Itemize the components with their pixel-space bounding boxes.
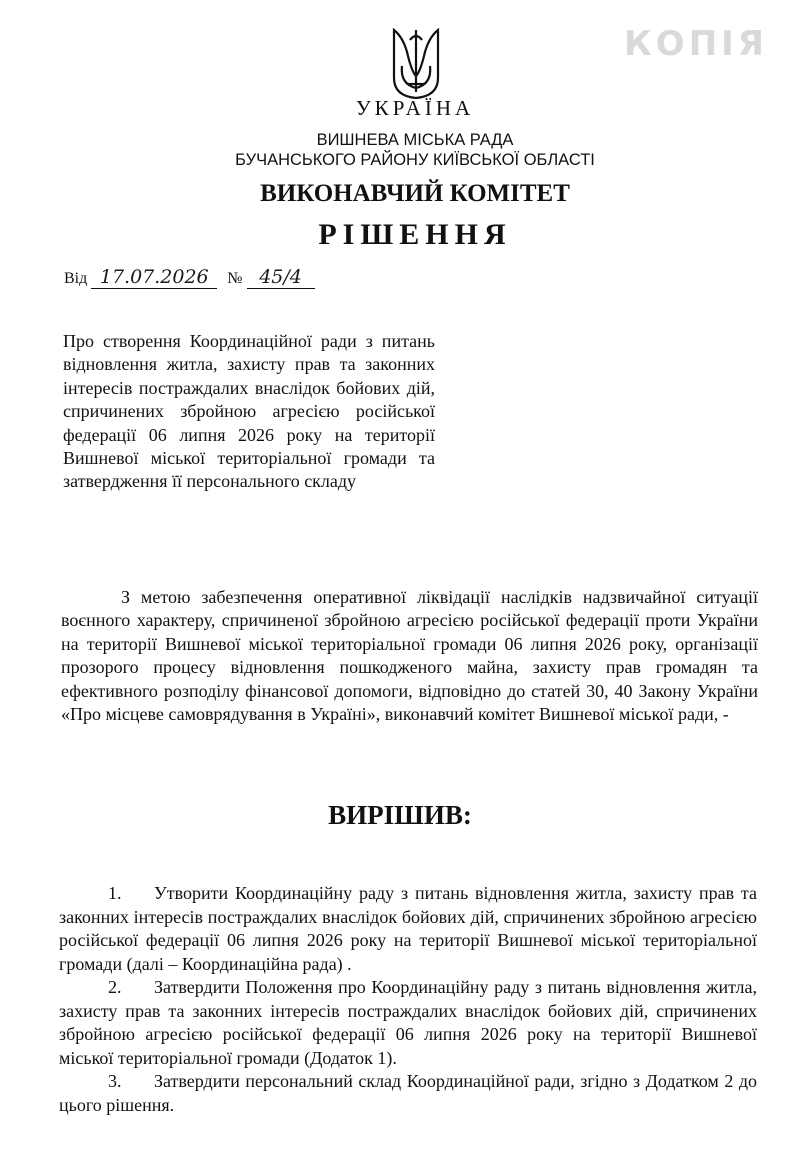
decision-subject: Про створення Координаційної ради з питань відновлення житла, захисту прав та законних інтересів постраждалих внаслідок бойових дій, спричинених збройною агресією російської федерації 06 липня 2026 року на території Вишневої міської територіальної громади та затвердження її персонального складу (63, 331, 435, 492)
preamble-paragraph: З метою забезпечення оперативної ліквідації наслідків надзвичайної ситуації воєнного характеру, спричиненої збройною агресією російської федерації проти України на території Вишневої міської територіальної громади 06 липня 2026 року, організації прозорого процесу відновлення пошкодженого майна, захисту прав громадян та ефективного розподілу фінансової допомоги, відповідно до статей 30, 40 Закону України «Про місцеве самоврядування в Україні», виконавчий комітет Вишневої міської ради, - (61, 587, 758, 725)
item-text: Утворити Координаційну раду з питань відновлення житла, захисту прав та законних інтересів постраждалих внаслідок бойових дій, спричинених збройною агресією російської федерації 06 липня 2026 року на території Вишневої міської територіальної громади (далі – Координаційна рада) . (59, 883, 757, 974)
decision-item (59, 976, 757, 1070)
number-label: № (227, 270, 243, 287)
decision-number: 45/4 (247, 266, 315, 289)
item-number: 3. (108, 1071, 122, 1091)
document-type-title: РІШЕННЯ (318, 218, 512, 251)
item-text: Затвердити персональний склад Координаційної ради, згідно з Додатком 2 до цього рішення. (59, 1071, 757, 1115)
council-line-1: ВИШНЕВА МІСЬКА РАДА (316, 131, 514, 149)
item-number: 1. (108, 883, 122, 903)
trident-emblem-icon (390, 26, 442, 100)
item-text: Затвердити Положення про Координаційну раду з питань відновлення житла, захисту прав та законних інтересів постраждалих внаслідок бойових дій, спричинених збройною агресією російської федерації 06 липня 2026 року на території Вишневої міської територіальної громади (Додаток 1). (59, 977, 757, 1068)
resolved-heading: ВИРІШИВ: (328, 800, 472, 830)
copy-stamp: КОПІЯ (624, 24, 768, 64)
date-number-line (64, 266, 315, 289)
item-number: 2. (108, 977, 122, 997)
decision-item (59, 1070, 757, 1117)
council-name (0, 130, 800, 170)
from-label: Від (64, 270, 88, 287)
decision-date: 17.07.2026 (91, 266, 217, 289)
decision-item (59, 882, 757, 976)
decision-items (59, 882, 757, 1117)
committee-title: ВИКОНАВЧИЙ КОМІТЕТ (260, 180, 570, 207)
country-name: УКРАЇНА (355, 96, 475, 120)
council-line-2: БУЧАНСЬКОГО РАЙОНУ КИЇВСЬКОЇ ОБЛАСТІ (235, 151, 595, 169)
